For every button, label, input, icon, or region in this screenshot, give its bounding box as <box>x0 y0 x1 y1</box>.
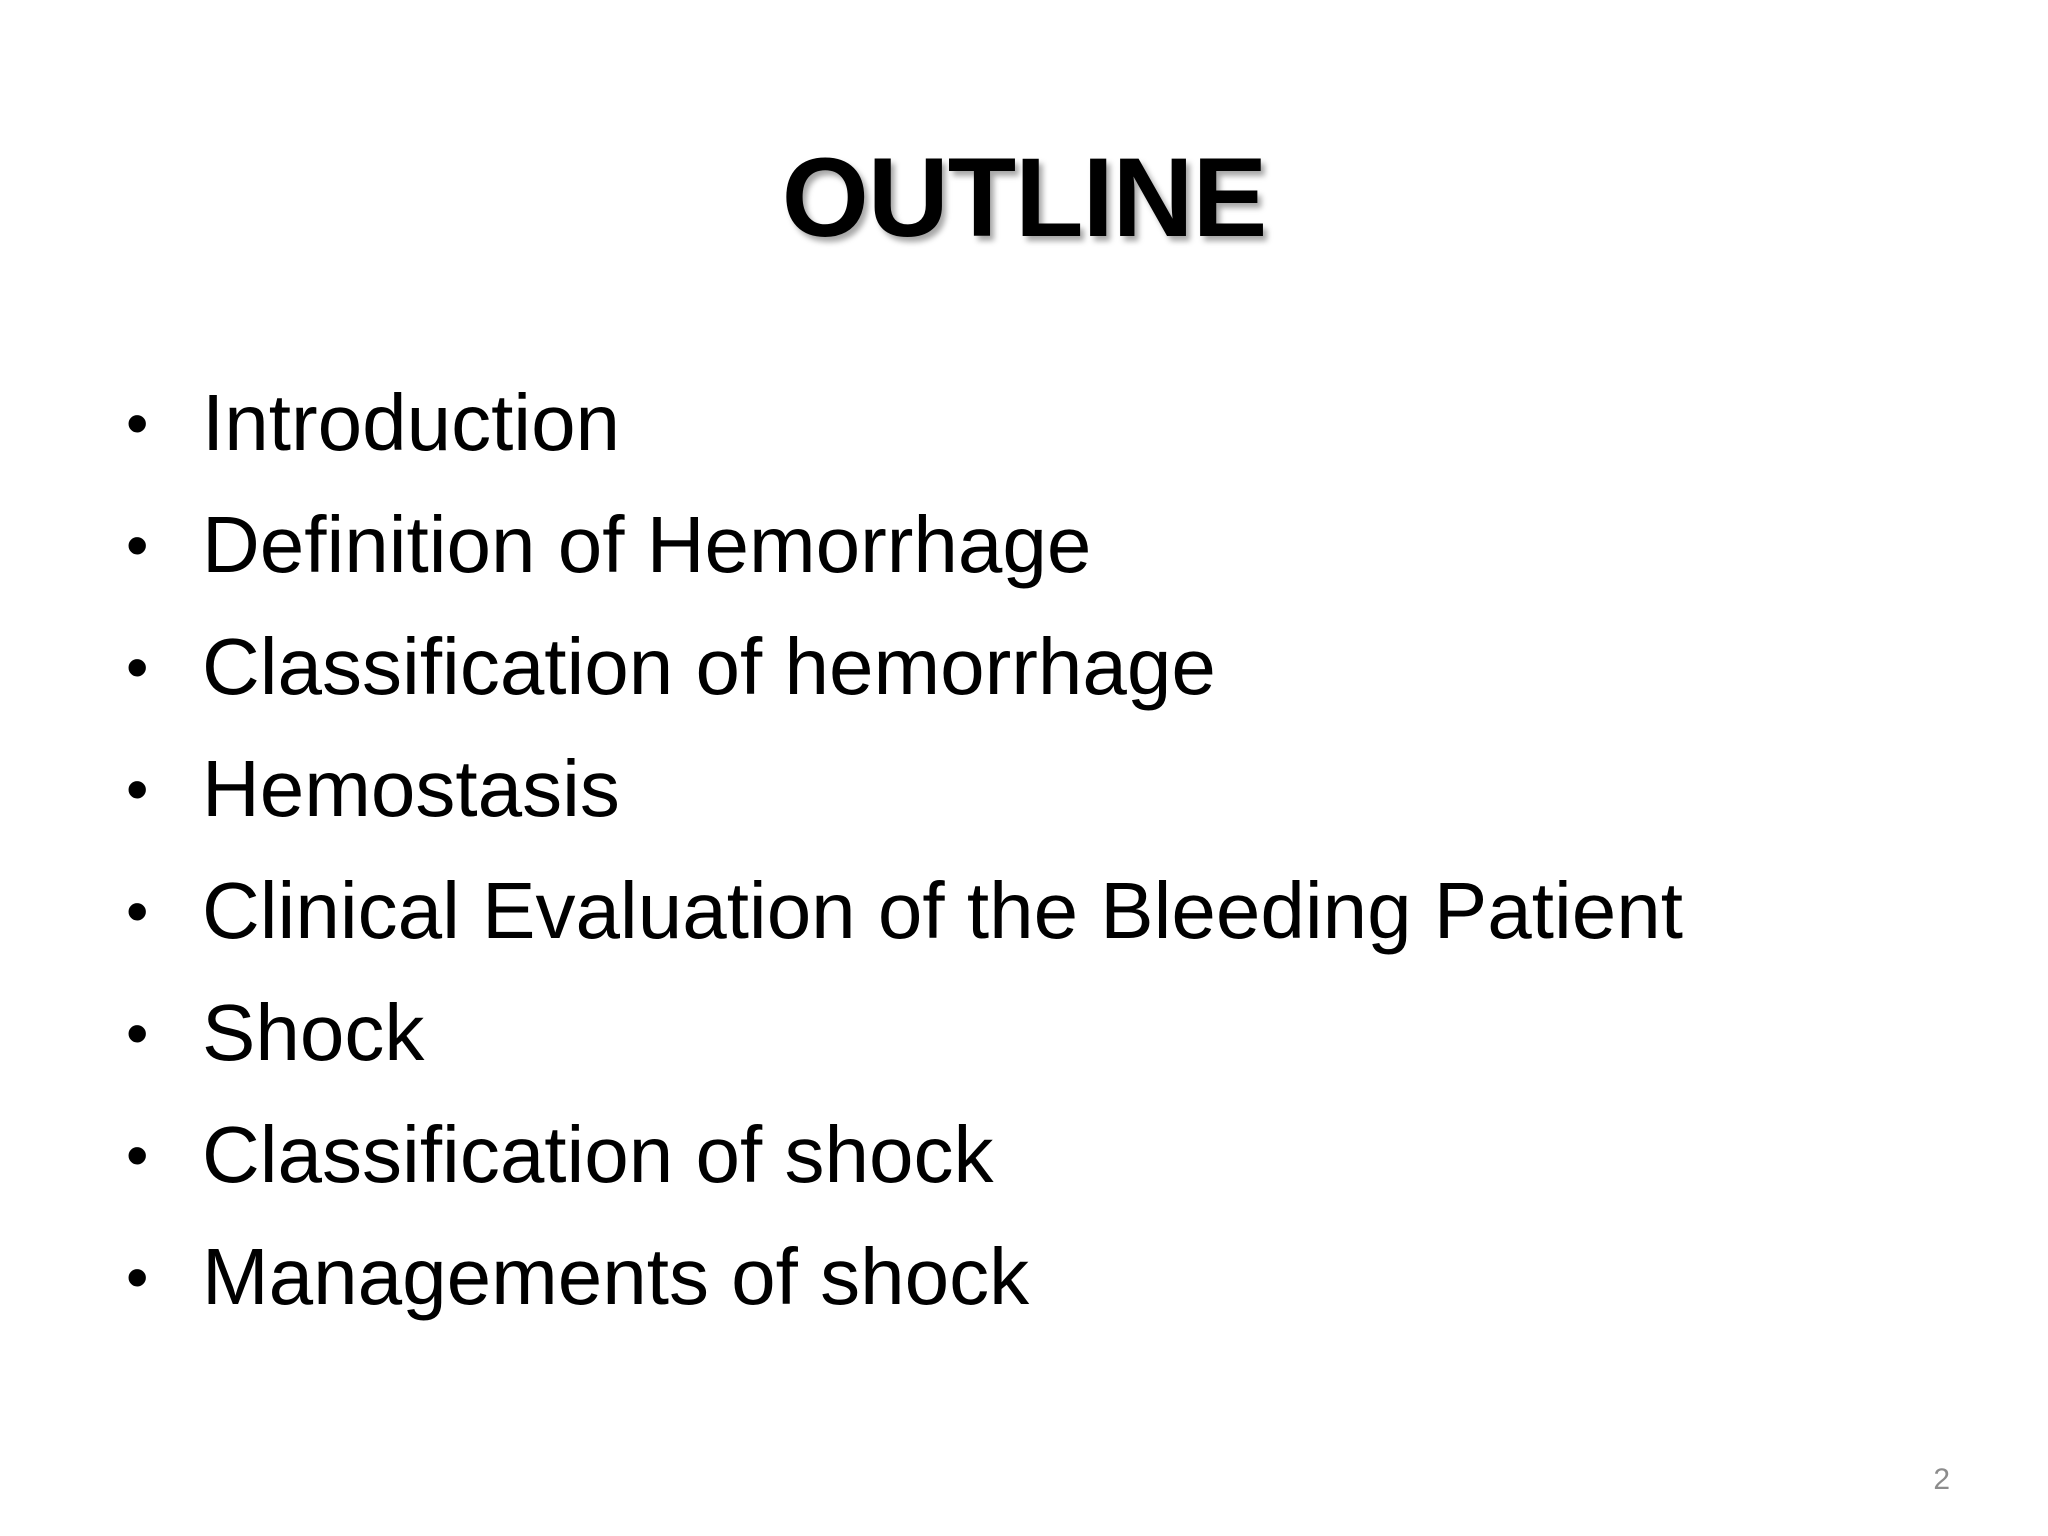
list-item <box>118 1094 1938 1216</box>
list-item-text: Shock <box>202 988 425 1077</box>
list-item-text: Managements of shock <box>202 1232 1030 1321</box>
outline-list <box>118 362 1938 1338</box>
page-number: 2 <box>1933 1463 1950 1496</box>
list-item <box>118 484 1938 606</box>
bullet-icon: • <box>126 997 149 1069</box>
list-item-text: Clinical Evaluation of the Bleeding Patient <box>202 866 1683 955</box>
bullet-icon: • <box>126 387 149 459</box>
list-item-text: Classification of hemorrhage <box>202 622 1216 711</box>
list-item <box>118 728 1938 850</box>
list-item <box>118 362 1938 484</box>
bullet-icon: • <box>126 753 149 825</box>
list-item <box>118 606 1938 728</box>
list-item-text: Hemostasis <box>202 744 620 833</box>
list-item-text: Introduction <box>202 378 621 467</box>
list-item-text: Classification of shock <box>202 1110 994 1199</box>
slide-title: OUTLINE <box>781 135 1267 260</box>
list-item-text: Definition of Hemorrhage <box>202 500 1092 589</box>
bullet-icon: • <box>126 631 149 703</box>
bullet-icon: • <box>126 1241 149 1313</box>
list-item <box>118 850 1938 972</box>
list-item <box>118 1216 1938 1338</box>
bullet-icon: • <box>126 875 149 947</box>
bullet-icon: • <box>126 1119 149 1191</box>
bullet-icon: • <box>126 509 149 581</box>
list-item <box>118 972 1938 1094</box>
